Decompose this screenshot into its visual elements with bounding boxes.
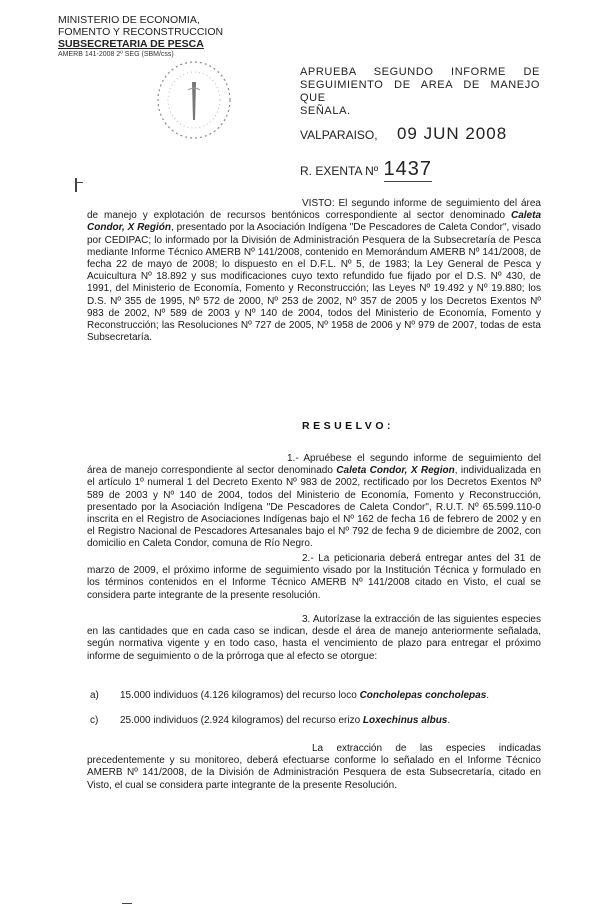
subject-line-1: APRUEBA SEGUNDO INFORME DE xyxy=(300,66,540,78)
ministry-line: MINISTERIO DE ECONOMIA, xyxy=(58,14,200,26)
item-text: 15.000 individuos (4.126 kilogramos) del recurso loco xyxy=(120,690,360,701)
art2-text: 2.- La peticionaria deberá entregar antes del 31 de marzo de 2009, el próximo informe de seguimiento visado por la Institución Técnica y formulado en los términos contenidos en el Informe Técnico AMERB Nº 141/2008 citado en Visto, el cual se considera parte integrante de la presente resolución. xyxy=(87,553,541,601)
undersecretariat-line: SUBSECRETARIA DE PESCA xyxy=(58,38,204,50)
art1-sector: Caleta Condor, X Region xyxy=(336,465,455,477)
subject-line-3: SEÑALA. xyxy=(300,105,351,117)
official-seal-stamp xyxy=(152,60,236,144)
city: VALPARAISO, xyxy=(300,128,378,142)
resolution-subject xyxy=(300,66,540,118)
scan-mark xyxy=(75,182,83,183)
reference-code: AMERB 141-2008 2º SEG (SBM/css) xyxy=(58,51,174,58)
place-and-date xyxy=(300,124,507,144)
resuelvo-heading: RESUELVO: xyxy=(302,420,394,432)
exenta-number: 1437 xyxy=(383,158,433,180)
resolution-number xyxy=(300,158,432,182)
closing-text: La extracción de las especies indicadas precedentemente y su monitoreo, deberá efectuarse conforme lo señalado en el Informe Técnico AMERB Nº 141/2008, de la División de Administración Pesquera de esta Subsecretaría, citado en Visto, el cual se considera parte integrante de la presente Resolución. xyxy=(87,743,541,791)
visto-sector: Caleta Condor, X Región xyxy=(87,210,541,234)
scan-mark xyxy=(75,178,77,192)
art1-lead: 1.- Apruébese el segundo informe de seguimiento del área de manejo correspondiente al sector denominado xyxy=(87,453,541,477)
item-end: . xyxy=(486,690,490,701)
article-3 xyxy=(87,614,541,663)
closing-paragraph xyxy=(87,743,541,792)
art3-text: 3. Autorízase la extracción de las siguientes especies en las cantidades que en cada caso se indican, desde el área de manejo anteriormente señalada, según normativa vigente y en todo caso, hasta el vencimiento de plazo para entregar el próximo informe de seguimiento o de la prórroga que al efecto se otorgue: xyxy=(87,614,541,662)
species-item-a xyxy=(90,690,540,702)
article-1 xyxy=(87,453,541,551)
art1-rest: , individualizada en el artículo 1º numeral 1 del Decreto Exento Nº 983 de 2002, rectificado por los Decretos Exentos Nº 589 de 2003 y Nº 140 de 2004, todos del Ministerio de Economía, Fomento y Reconstrucción, presentado por la Asociación Indígena "De Pescadores de Caleta Condor", R.U.T. Nº 65.599.110-0 inscrita en el Registro de Asociaciones Indígenas bajo el Nº 162 de fecha 16 de febrero de 2002 y en el Registro Nacional de Pescadores Artesanales bajo el Nº 792 de fecha 9 de diciembre de 2002, con domicilio en Caleta Condor, comuna de Río Negro. xyxy=(87,465,541,550)
species-item-c xyxy=(90,715,540,727)
issuer-header xyxy=(58,14,223,59)
subject-line-2: SEGUIMIENTO DE AREA DE MANEJO QUE xyxy=(300,79,540,104)
item-end: . xyxy=(447,715,451,726)
stamped-date: 09 JUN 2008 xyxy=(396,124,508,143)
exenta-label: R. EXENTA Nº xyxy=(300,164,379,178)
item-label: c) xyxy=(90,715,99,726)
ministry-line-2: FOMENTO Y RECONSTRUCCION xyxy=(58,26,224,38)
scan-mark xyxy=(122,903,132,904)
visto-rest: , presentado por la Asociación Indígena "De Pescadores de Caleta Condor", visado por CEDIPAC; lo informado por la División de Administración Pesquera de la Subsecretaría de Pesca mediante Informe Técnico AMERB Nº 141/2008, contenido en Memorándum AMERB Nº 141/2008, de fecha 22 de mayo de 2008; lo dispuesto en el D.F.L. Nº 5, de 1983; la Ley General de Pesca y Acuicultura Nº 18.892 y sus modificaciones cuyo texto refundido fue fijado por el D.S. Nº 430, de 1991, del Ministerio de Economía, Fomento y Reconstrucción; las Leyes Nº 19.492 y Nº 19.880; los D.S. Nº 355 de 1995, Nº 572 de 2000, Nº 253 de 2002, Nº 357 de 2005 y los Decretos Exentos Nº 983 de 2002, Nº 589 de 2003 y Nº 140 de 2004, todos del Ministerio de Economía, Fomento y Reconstrucción; las Resoluciones Nº 727 de 2005, Nº 1958 de 2006 y Nº 979 de 2007, todas de esta Subsecretaría. xyxy=(87,222,541,344)
item-species: Loxechinus albus xyxy=(362,715,448,726)
item-species: Concholepas concholepas xyxy=(359,690,487,701)
visto-lead: VISTO: El segundo informe de seguimiento del área de manejo y explotación de recursos bentónicos correspondiente al sector denominado xyxy=(87,198,541,222)
item-label: a) xyxy=(90,690,99,701)
item-text: 25.000 individuos (2.924 kilogramos) del recurso erizo xyxy=(120,715,363,726)
article-2 xyxy=(87,553,541,602)
visto-paragraph xyxy=(87,198,541,344)
